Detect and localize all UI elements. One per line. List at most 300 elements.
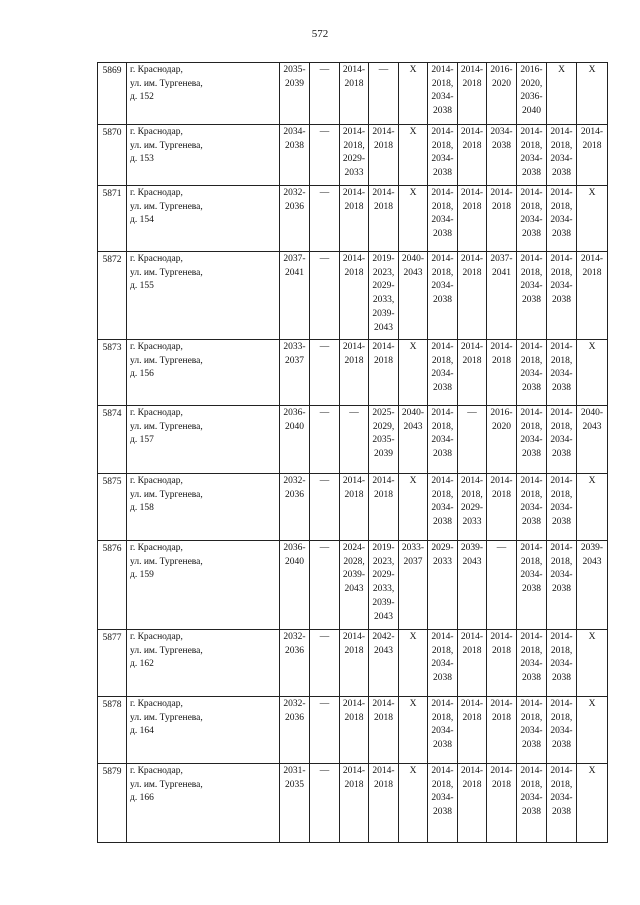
address-line: г. Краснодар,: [130, 408, 183, 418]
period-line: 2014-: [372, 766, 395, 776]
period-cell: [487, 630, 517, 697]
period-line: 2033,: [372, 295, 395, 306]
period-line: 2014-: [550, 766, 573, 776]
period-line: 2018: [374, 140, 393, 151]
period-line: 2018: [492, 201, 511, 212]
row-number-cell: 5869: [98, 63, 127, 125]
period-line: 2036-: [283, 408, 306, 418]
period-cell: [399, 474, 428, 541]
address-line: ул. им. Тургенева,: [130, 140, 203, 151]
period-line: 2036-: [520, 92, 543, 103]
period-cell: [369, 697, 399, 764]
period-line: 2014-: [460, 127, 484, 137]
period-cell: [310, 340, 340, 406]
period-cell: [280, 186, 310, 252]
period-line: 2018: [344, 712, 364, 723]
period-cell: [428, 697, 458, 764]
period-cell: [547, 764, 577, 843]
period-cell: [577, 340, 608, 406]
period-line: 2034-: [431, 369, 454, 380]
address-cell: [127, 406, 280, 474]
period-line: 2018: [344, 779, 364, 790]
period-line: 2043: [462, 556, 482, 567]
period-line: X: [588, 65, 596, 75]
period-line: 2014-: [431, 65, 454, 75]
table-row: [98, 63, 608, 125]
period-line: 2014-: [520, 766, 543, 776]
period-line: 2018: [492, 645, 511, 656]
period-line: —: [319, 254, 330, 264]
period-line: 2014-: [431, 254, 454, 264]
period-line: 2018: [492, 489, 511, 500]
period-line: 2014-: [490, 188, 513, 198]
period-line: 2038: [433, 295, 452, 306]
period-line: 2016-: [520, 65, 543, 75]
period-line: 2038: [552, 673, 571, 684]
period-line: 2018,: [520, 140, 543, 151]
period-line: 2034-: [431, 154, 454, 165]
period-line: 2018,: [520, 355, 543, 366]
period-line: X: [409, 766, 417, 776]
table-row: [98, 125, 608, 186]
period-cell: [369, 63, 399, 125]
period-line: 2034-: [431, 281, 454, 292]
period-line: 2014-: [580, 254, 604, 264]
period-cell: [280, 125, 310, 186]
period-line: 2018: [462, 779, 482, 790]
period-cell: [399, 252, 428, 340]
period-line: 2023,: [372, 556, 395, 567]
period-line: 2014-: [372, 699, 395, 709]
period-line: 2018,: [343, 140, 365, 151]
period-line: 2043: [344, 584, 364, 595]
address-line: ул. им. Тургенева,: [130, 645, 203, 656]
period-line: 2034-: [431, 215, 454, 226]
period-cell: [517, 340, 547, 406]
period-cell: [310, 63, 340, 125]
period-line: —: [319, 699, 330, 709]
address-cell: [127, 630, 280, 697]
period-line: 2019-: [372, 543, 395, 553]
address-line: ул. им. Тургенева,: [130, 779, 203, 790]
period-line: 2032-: [283, 188, 306, 198]
period-cell: [577, 406, 608, 474]
period-line: —: [378, 65, 389, 75]
period-cell: [369, 340, 399, 406]
period-line: 2014-: [520, 342, 543, 352]
period-cell: [577, 697, 608, 764]
period-cell: [280, 340, 310, 406]
period-line: 2034-: [550, 570, 573, 581]
period-line: 2040: [522, 106, 541, 117]
period-cell: [487, 63, 517, 125]
period-line: 2018,: [431, 421, 454, 432]
period-line: 2014-: [431, 188, 454, 198]
period-cell: [280, 697, 310, 764]
address-line: д. 157: [130, 435, 154, 446]
period-line: 2034-: [550, 435, 573, 446]
period-line: 2033,: [372, 584, 395, 595]
period-line: 2018: [374, 779, 393, 790]
period-line: 2038: [433, 517, 452, 528]
period-cell: [369, 125, 399, 186]
period-line: 2034-: [520, 435, 543, 446]
period-line: 2018,: [550, 556, 573, 567]
period-line: —: [496, 543, 507, 553]
period-cell: [517, 252, 547, 340]
period-cell: [340, 541, 369, 630]
period-line: 2020: [492, 421, 511, 432]
period-cell: [458, 252, 487, 340]
period-line: 2034-: [520, 659, 543, 670]
period-line: 2014-: [372, 342, 395, 352]
address-line: д. 159: [130, 570, 154, 581]
period-line: 2029-: [372, 281, 395, 292]
schedule-table: [97, 62, 608, 843]
period-line: 2018: [374, 201, 393, 212]
period-cell: [280, 541, 310, 630]
period-line: 2014-: [431, 342, 454, 352]
period-cell: [280, 630, 310, 697]
period-cell: [547, 541, 577, 630]
period-line: 2034-: [550, 659, 573, 670]
period-line: —: [349, 408, 359, 418]
period-cell: [487, 541, 517, 630]
address-line: г. Краснодар,: [130, 632, 183, 642]
row-number-cell: 5870: [98, 125, 127, 186]
period-cell: [399, 541, 428, 630]
period-line: 2014-: [460, 342, 484, 352]
period-line: 2019-: [372, 254, 395, 264]
period-line: 2018,: [550, 267, 573, 278]
period-line: 2037-: [283, 254, 306, 264]
address-line: ул. им. Тургенева,: [130, 712, 203, 723]
period-cell: [428, 340, 458, 406]
period-line: 2018,: [520, 645, 543, 656]
period-line: 2034-: [431, 503, 454, 514]
period-cell: [340, 125, 369, 186]
period-line: 2018: [462, 140, 482, 151]
period-line: 2034-: [550, 726, 573, 737]
period-line: 2014-: [460, 188, 484, 198]
period-line: 2018,: [520, 779, 543, 790]
period-cell: [310, 697, 340, 764]
row-number-cell: 5872: [98, 252, 127, 340]
address-cell: [127, 63, 280, 125]
period-line: 2034-: [431, 92, 454, 103]
period-cell: [340, 252, 369, 340]
period-line: 2018: [462, 201, 482, 212]
period-line: 2018,: [431, 712, 454, 723]
period-line: 2034-: [520, 503, 543, 514]
period-line: 2014-: [490, 766, 513, 776]
period-line: 2018,: [431, 140, 454, 151]
period-cell: [517, 63, 547, 125]
period-line: 2039-: [372, 597, 395, 608]
period-cell: [458, 541, 487, 630]
period-line: 2036: [285, 489, 304, 500]
row-number-cell: 5878: [98, 697, 127, 764]
period-cell: [517, 541, 547, 630]
period-line: 2038: [552, 807, 571, 818]
period-line: 2014-: [431, 766, 454, 776]
period-line: 2033-: [401, 543, 425, 553]
address-cell: [127, 125, 280, 186]
period-cell: [577, 764, 608, 843]
period-cell: [517, 125, 547, 186]
period-line: 2018,: [431, 78, 454, 89]
period-line: 2018,: [550, 421, 573, 432]
period-line: 2014-: [372, 127, 395, 137]
period-line: 2040-: [401, 254, 425, 264]
period-line: 2034-: [490, 127, 513, 137]
period-cell: [458, 406, 487, 474]
period-cell: [340, 630, 369, 697]
period-line: 2029-: [431, 543, 454, 553]
period-line: 2014-: [342, 699, 366, 709]
period-line: 2043: [403, 421, 423, 432]
period-line: 2018,: [550, 489, 573, 500]
period-line: 2018,: [461, 489, 483, 500]
period-cell: [428, 186, 458, 252]
period-line: 2043: [582, 421, 602, 432]
period-line: 2038: [552, 229, 571, 240]
period-line: X: [409, 127, 417, 137]
period-line: 2014-: [580, 127, 604, 137]
address-cell: [127, 764, 280, 843]
period-line: 2038: [433, 229, 452, 240]
period-line: 2018,: [520, 489, 543, 500]
period-line: 2038: [285, 140, 304, 151]
period-cell: [487, 252, 517, 340]
period-line: X: [409, 632, 417, 642]
period-cell: [340, 340, 369, 406]
period-line: X: [409, 342, 417, 352]
period-line: 2032-: [283, 476, 306, 486]
period-line: 2014-: [550, 632, 573, 642]
period-line: 2018: [462, 78, 482, 89]
period-line: 2018: [492, 712, 511, 723]
period-line: 2038: [522, 807, 541, 818]
period-line: 2041: [492, 267, 511, 278]
period-line: 2014-: [372, 188, 395, 198]
period-line: —: [319, 408, 330, 418]
address-cell: [127, 474, 280, 541]
period-line: 2014-: [490, 632, 513, 642]
period-cell: [458, 764, 487, 843]
period-line: 2038: [522, 584, 541, 595]
period-line: —: [319, 127, 330, 137]
period-cell: [458, 474, 487, 541]
period-cell: [458, 340, 487, 406]
period-line: 2038: [492, 140, 511, 151]
period-line: 2018: [344, 645, 364, 656]
table-row: [98, 541, 608, 630]
period-line: 2014-: [342, 188, 366, 198]
period-line: 2014-: [342, 342, 366, 352]
period-line: 2014-: [490, 342, 513, 352]
period-cell: [577, 125, 608, 186]
period-line: 2018,: [550, 779, 573, 790]
period-line: 2029-: [342, 154, 366, 165]
period-line: 2014-: [490, 476, 513, 486]
table-row: [98, 252, 608, 340]
period-line: —: [467, 408, 477, 418]
period-line: 2034-: [550, 369, 573, 380]
period-line: 2034-: [550, 154, 573, 165]
period-line: 2040-: [580, 408, 604, 418]
period-cell: [369, 252, 399, 340]
period-line: 2014-: [342, 766, 366, 776]
address-line: ул. им. Тургенева,: [130, 267, 203, 278]
period-line: 2014-: [431, 476, 454, 486]
period-line: 2018,: [550, 201, 573, 212]
address-line: д. 154: [130, 215, 154, 226]
period-cell: [399, 697, 428, 764]
period-line: X: [558, 65, 565, 75]
period-line: 2014-: [550, 408, 573, 418]
period-line: 2018: [374, 355, 393, 366]
period-line: 2014-: [372, 476, 395, 486]
period-line: 2043: [374, 322, 393, 333]
period-cell: [517, 406, 547, 474]
period-cell: [547, 340, 577, 406]
period-line: 2038: [552, 295, 571, 306]
period-line: 2018,: [550, 712, 573, 723]
address-line: ул. им. Тургенева,: [130, 201, 203, 212]
period-line: X: [588, 188, 596, 198]
period-line: X: [409, 699, 417, 709]
period-cell: [577, 63, 608, 125]
period-line: X: [588, 632, 596, 642]
period-line: 2025-: [372, 408, 395, 418]
period-line: 2020: [492, 78, 511, 89]
period-line: 2033: [344, 168, 364, 179]
period-cell: [428, 541, 458, 630]
period-line: 2039-: [460, 543, 484, 553]
period-line: 2038: [522, 229, 541, 240]
period-line: 2014-: [520, 543, 543, 553]
period-line: 2038: [552, 584, 571, 595]
period-line: 2014-: [520, 632, 543, 642]
period-cell: [487, 697, 517, 764]
period-line: 2035-: [283, 65, 306, 75]
period-line: 2018,: [431, 489, 454, 500]
period-line: 2018,: [550, 355, 573, 366]
row-number-cell: 5877: [98, 630, 127, 697]
period-line: 2018: [492, 779, 511, 790]
period-cell: [280, 474, 310, 541]
period-cell: [399, 764, 428, 843]
table-row: [98, 474, 608, 541]
period-line: 2034-: [550, 503, 573, 514]
period-cell: [547, 125, 577, 186]
address-line: ул. им. Тургенева,: [130, 421, 203, 432]
period-line: 2018: [462, 712, 482, 723]
period-cell: [399, 63, 428, 125]
period-line: 2014-: [550, 127, 573, 137]
period-cell: [310, 630, 340, 697]
period-line: 2014-: [342, 254, 366, 264]
period-line: 2038: [522, 673, 541, 684]
period-line: 2029-: [372, 570, 395, 581]
address-cell: [127, 340, 280, 406]
period-cell: [487, 764, 517, 843]
period-cell: [458, 630, 487, 697]
table-row: [98, 697, 608, 764]
period-line: 2038: [552, 740, 571, 751]
period-line: 2018,: [431, 201, 454, 212]
row-number-cell: 5875: [98, 474, 127, 541]
period-cell: [340, 697, 369, 764]
period-line: 2014-: [431, 127, 454, 137]
period-line: X: [588, 476, 596, 486]
period-line: 2038: [433, 168, 452, 179]
address-line: г. Краснодар,: [130, 766, 183, 776]
period-line: 2014-: [550, 699, 573, 709]
period-cell: [310, 186, 340, 252]
period-line: X: [409, 476, 417, 486]
period-line: 2014-: [460, 476, 484, 486]
period-line: 2043: [403, 267, 423, 278]
period-line: 2038: [522, 168, 541, 179]
row-number-cell: 5871: [98, 186, 127, 252]
period-line: 2034-: [550, 793, 573, 804]
period-cell: [487, 340, 517, 406]
address-cell: [127, 541, 280, 630]
period-line: 2034-: [431, 793, 454, 804]
period-line: 2036-: [283, 543, 306, 553]
period-line: 2038: [552, 168, 571, 179]
period-line: 2038: [522, 449, 541, 460]
period-line: 2018: [492, 355, 511, 366]
period-line: 2038: [433, 740, 452, 751]
period-line: 2014-: [550, 342, 573, 352]
address-line: д. 166: [130, 793, 154, 804]
period-line: 2014-: [342, 632, 366, 642]
table-row: [98, 630, 608, 697]
period-line: 2018,: [550, 140, 573, 151]
period-cell: [517, 697, 547, 764]
period-cell: [280, 406, 310, 474]
period-line: 2018: [344, 355, 364, 366]
period-cell: [428, 63, 458, 125]
period-cell: [487, 125, 517, 186]
period-line: 2038: [433, 449, 452, 460]
period-cell: [369, 764, 399, 843]
period-line: X: [409, 188, 417, 198]
period-cell: [428, 474, 458, 541]
period-line: 2014-: [460, 65, 484, 75]
period-line: 2014-: [460, 254, 484, 264]
period-line: 2039: [285, 78, 304, 89]
period-line: 2034-: [431, 726, 454, 737]
period-line: 2018,: [520, 556, 543, 567]
period-line: 2014-: [520, 188, 543, 198]
period-line: 2020,: [520, 78, 543, 89]
period-cell: [369, 630, 399, 697]
period-line: 2038: [522, 517, 541, 528]
period-cell: [577, 186, 608, 252]
period-line: 2038: [522, 295, 541, 306]
period-line: 2034-: [520, 215, 543, 226]
period-cell: [547, 63, 577, 125]
period-line: 2023,: [372, 267, 395, 278]
period-line: 2018,: [520, 421, 543, 432]
period-line: 2043: [582, 556, 602, 567]
period-line: 2036: [285, 201, 304, 212]
period-line: 2014-: [550, 254, 573, 264]
